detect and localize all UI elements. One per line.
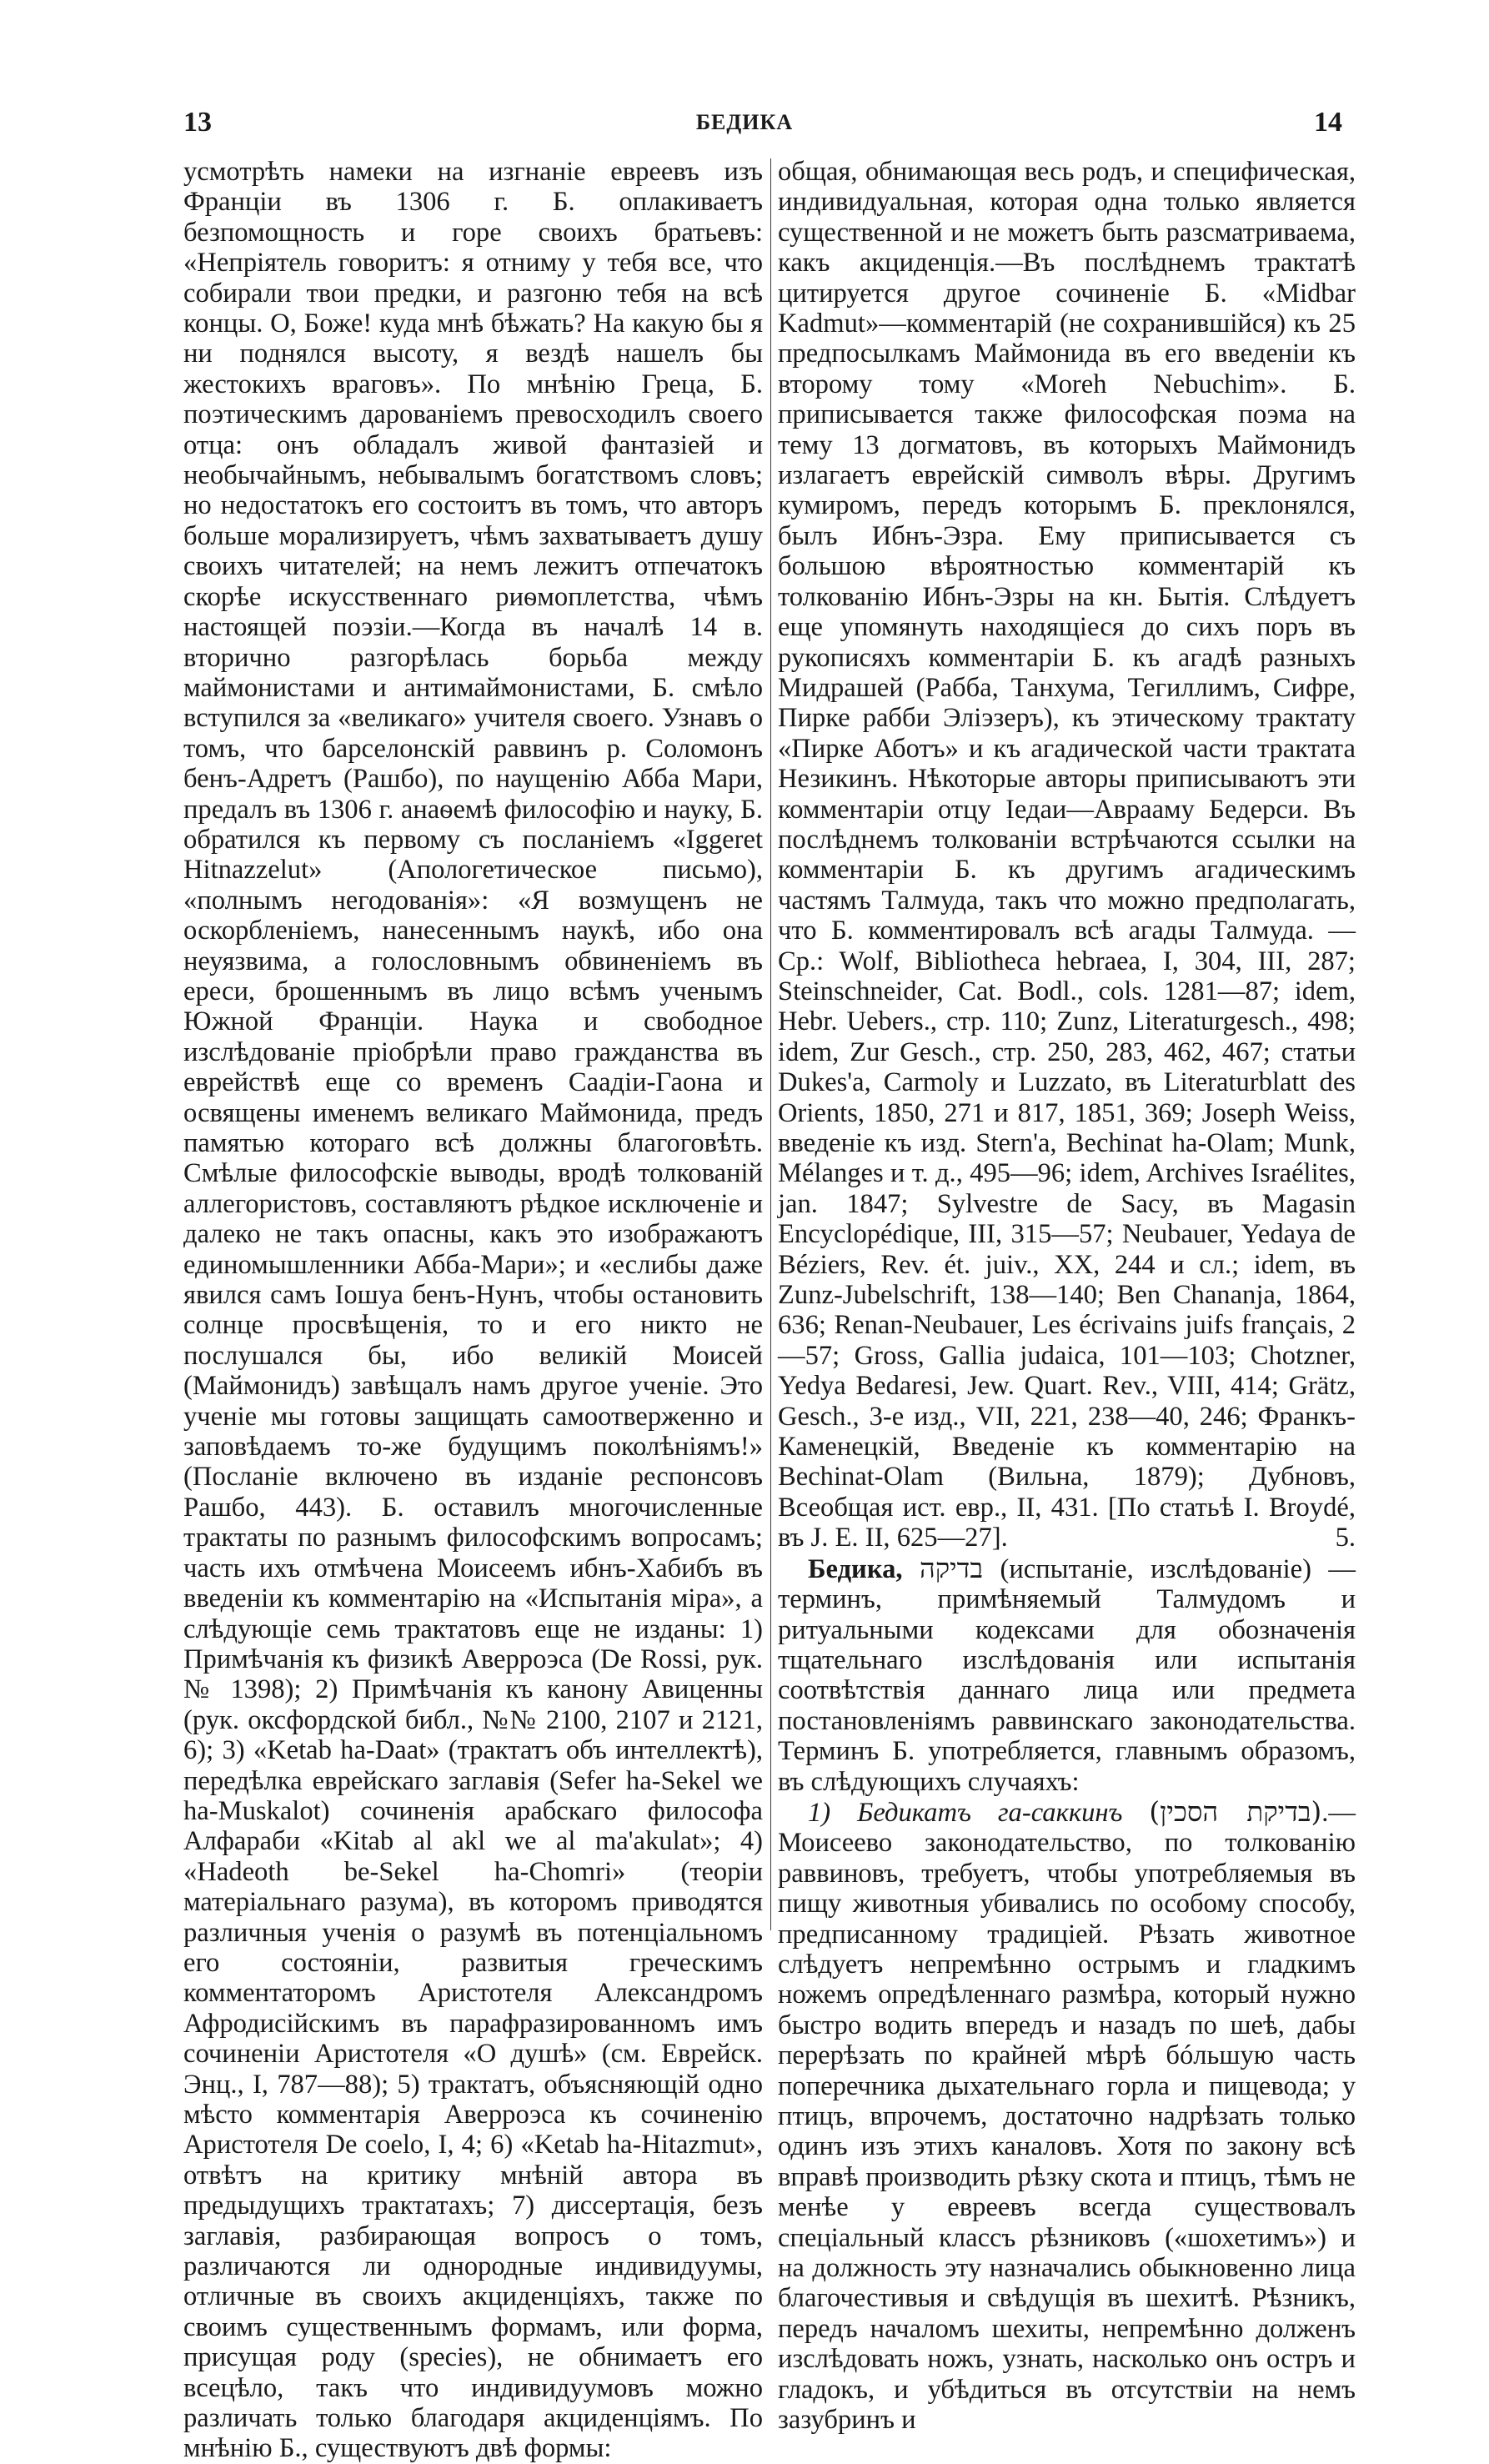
- entry-item-1: [778, 1797, 1356, 2436]
- running-title: БЕДИКА: [695, 110, 794, 134]
- page-header: [0, 0, 1489, 142]
- column-divider: [770, 158, 771, 1930]
- right-column-number: 14: [1314, 107, 1342, 138]
- right-text-column: [778, 157, 1356, 2436]
- left-column-number: 13: [183, 107, 212, 138]
- author-signature: 5.: [1335, 1523, 1356, 1553]
- entry-definition: (испытаніе, изслѣдованіе) — терминъ, примѣняемый Талмудомъ и ритуальными кодексами для обозначенія тщательнаго изслѣдованія или испытанія соотвѣтствія даннаго лица или предмета постановленіямъ раввинскаго законодательства. Терминъ Б. употребляется, главнымъ образомъ, въ слѣдующихъ случаяхъ:: [778, 1553, 1356, 1797]
- item-1-hebrew: (בדיקת הסכין): [1149, 1795, 1322, 1828]
- left-column-paragraph: усмотрѣть намеки на изгнаніе евреевъ изъ Франціи въ 1306 г. Б. оплакиваетъ безпомощность и горе своихъ братьевъ: «Непріятель говоритъ: я отниму у тебя все, что собирали твои предки, и разгоню тебя на всѣ концы. О, Боже! куда мнѣ бѣжать? На какую бы я ни поднялся высоту, я вездѣ нашелъ бы жестокихъ враговъ». По мнѣнію Греца, Б. поэтическимъ дарованіемъ превосходилъ своего отца: онъ обладалъ живой фантазіей и необычайнымъ, небывалымъ богатствомъ словъ; но недостатокъ его состоитъ въ томъ, что авторъ больше морализируетъ, чѣмъ захватываетъ душу своихъ читателей; на немъ лежитъ отпечатокъ скорѣе искусственнаго риѳмоплетства, чѣмъ настоящей поэзіи.—Когда въ началѣ 14 в. вторично разгорѣлась борьба между маймонистами и антимаймонистами, Б. смѣло вступился за «великаго» учителя своего. Узнавъ о томъ, что барселонскій раввинъ р. Соломонъ бенъ-Адретъ (Рашбо), по наущенію Абба Мари, предалъ въ 1306 г. анаѳемѣ философію и науку, Б. обратился къ первому съ посланіемъ «Iggeret Hitnazzelut» (Апологетическое письмо), «полнымъ негодованія»: «Я возмущенъ не оскорбленіемъ, нанесеннымъ наукѣ, ибо она неуязвима, а голословнымъ обвиненіемъ въ ереси, брошеннымъ въ лицо всѣмъ ученымъ Южной Франціи. Наука и свободное изслѣдованіе пріобрѣли право гражданства въ еврействѣ еще со временъ Саадіи-Гаона и освящены именемъ великаго Маймонида, предъ памятью котораго всѣ должны благоговѣть. Смѣлые философскіе выводы, вродѣ толкованій аллегористовъ, составляютъ рѣдкое исключеніе и далеко не такъ опасны, какъ это изображаютъ единомышленники Абба-Мари»; и «еслибы даже явился самъ Іошуа бенъ-Нунъ, чтобы остановить солнце просвѣщенія, то и его никто не послушался бы, ибо великій Моисей (Маймонидъ) завѣщалъ намъ другое ученіе. Это ученіе мы готовы защищать самоотверженно и заповѣдаемъ то-же будущимъ поколѣніямъ!» (Посланіе включено въ изданіе респонсовъ Рашбо, 443). Б. оставилъ многочисленные трактаты по разнымъ философскимъ вопросамъ; часть ихъ отмѣчена Моисеемъ ибнъ-Хабибъ въ введеніи къ комментарію на «Испытанія міра», а слѣдующіе семь трактатовъ еще не изданы: 1) Примѣчанія къ физикѣ Аверроэса (De Rossi, рук. № 1398); 2) Примѣчанія къ канону Авиценны (рук. оксфордской библ., №№ 2100, 2107 и 2121, 6); 3) «Ketab ha-Daat» (трактатъ объ интеллектѣ), передѣлка еврейскаго заглавія (Sefer ha-Sekel we ha-Muskalot) сочиненія арабскаго философа Алфараби «Kitab al akl we al ma'akulat»; 4) «Hadeoth be-Sekel ha-Chomri» (теоріи матеріальнаго разума), въ которомъ приводятся различныя ученія о разумѣ въ потенціальномъ его состояніи, развитыя греческимъ комментаторомъ Аристотеля Александромъ Афродисійскимъ въ парафразированномъ имъ сочиненіи Аристотеля «О душѣ» (см. Еврейск. Энц., I, 787—88); 5) трактатъ, объясняющій одно мѣсто комментарія Аверроэса къ сочиненію Аристотеля De coelo, I, 4; 6) «Ketab ha-Hitazmut», отвѣтъ на критику мнѣній автора въ предыдущихъ трактатахъ; 7) диссертація, безъ заглавія, разбирающая вопросъ о томъ, различаются ли однородные индивидуумы, отличные въ своихъ акциденціяхъ, также по своимъ существеннымъ формамъ, или форма, присущая роду (species), не обнимаетъ его всецѣло, такъ что индивидуумовъ можно различать только благодаря акциденціямъ. По мнѣнію Б., существуютъ двѣ формы:: [183, 157, 763, 2464]
- bibliography-paragraph: [778, 157, 1356, 1553]
- entry-hebrew-term: בדיקה: [919, 1552, 984, 1584]
- entry-headword: Бедика,: [808, 1553, 903, 1584]
- left-text-column: [183, 157, 763, 2464]
- continuation-text: общая, обнимающая весь родъ, и специфическая, индивидуальная, которая одна только является существенной и не можетъ быть разсматриваема, какъ акциденція.—Въ послѣднемъ трактатѣ цитируется другое сочиненіе Б. «Midbar Kadmut»—комментарій (не сохранившійся) къ 25 предпосылкамъ Маймонида въ его введеніи къ второму тому «Moreh Nebuchim». Б. приписывается также философская поэма на тему 13 догматовъ, въ которыхъ Маймонидъ излагаетъ еврейскій символъ вѣры. Другимъ кумиромъ, передъ которымъ Б. преклонялся, былъ Ибнъ-Эзра. Ему приписывается съ большою вѣроятностью комментарій къ толкованію Ибнъ-Эзры на кн. Бытія. Слѣдуетъ еще упомянуть находящіеся до сихъ поръ въ рукописяхъ комментаріи Б. къ агадѣ разныхъ Мидрашей (Рабба, Танхума, Тегиллимъ, Сифре, Пирке рабби Эліэзеръ), къ этическому трактату «Пирке Аботъ» и къ агадической части трактата Незикинъ. Нѣкоторые авторы приписываютъ эти комментаріи отцу Іедаи—Аврааму Бедерси. Въ послѣднемъ толкованіи встрѣчаются ссылки на комментаріи Б. къ другимъ агадическимъ частямъ Талмуда, такъ что можно предполагать, что Б. комментировалъ всѣ агады Талмуда. — Cp.: Wolf, Bibliotheca hebraea, I, 304, III, 287; Steinschneider, Cat. Bodl., cols. 1281—87; idem, Hebr. Uebers., стр. 110; Zunz, Literaturgesch., 498; idem, Zur Gesch., стр. 250, 283, 462, 467; статьи Dukes'a, Carmoly и Luzzato, въ Literaturblatt des Orients, 1850, 271 и 817, 1851, 369; Joseph Weiss, введеніе къ изд. Stern'a, Bechinat ha-Olam; Munk, Mélanges и т. д., 495—96; idem, Archives Israélites, jan. 1847; Sylvestre de Sacy, въ Magasin Encyclopédique, III, 315—57; Neubauer, Yedaya de Béziers, Rev. ét. juiv., XX, 244 и сл.; idem, въ Zunz-Jubelschrift, 138—140; Ben Chananja, 1864, 636; Renan-Neubauer, Les écrivains juifs français, 2—57; Gross, Gallia judaica, 101—103; Chotzner, Yedya Bedaresi, Jew. Quart. Rev., VIII, 414; Grätz, Gesch., 3-е изд., VII, 221, 238—40, 246; Фрaнкъ-Каменецкій, Введеніе къ комментарію на Bechinat-Olam (Вильна, 1879); Дубновъ, Всеобщая ист. евр., II, 431. [По статьѣ I. Broydé, въ J. E. II, 625—27].: [778, 157, 1356, 1553]
- article-entry: [778, 1553, 1356, 1797]
- item-1-text: .—Моисеево законодательство, по толкованію раввиновъ, требуетъ, чтобы употребляемыя въ пищу животныя убивались по особому способу, предписанному традиціей. Рѣзать животное слѣдуетъ непремѣнно острымъ и гладкимъ ножемъ опредѣленнаго размѣра, который нужно быстро водить впередъ и назадъ по шеѣ, дабы перерѣзать по крайней мѣрѣ бóльшую часть поперечника дыхательнаго горла и пищевода; у птицъ, впрочемъ, достаточно надрѣзать только одинъ изъ этихъ каналовъ. Хотя по закону всѣ вправѣ производить рѣзку скота и птицъ, тѣмъ не менѣе у евреевъ всегда существовалъ спеціальный классъ рѣзниковъ («шохетимъ») и на должность эту назначались обыкновенно лица благочестивыя и свѣдущія въ шехитѣ. Рѣзникъ, передъ началомъ шехиты, непремѣнно долженъ изслѣдовать ножъ, узнать, насколько онъ остръ и гладокъ, и убѣдиться въ отсутствіи на немъ зазубринъ и: [778, 1797, 1356, 2436]
- item-1-label: 1) Бедикатъ га-саккинъ: [808, 1797, 1123, 1828]
